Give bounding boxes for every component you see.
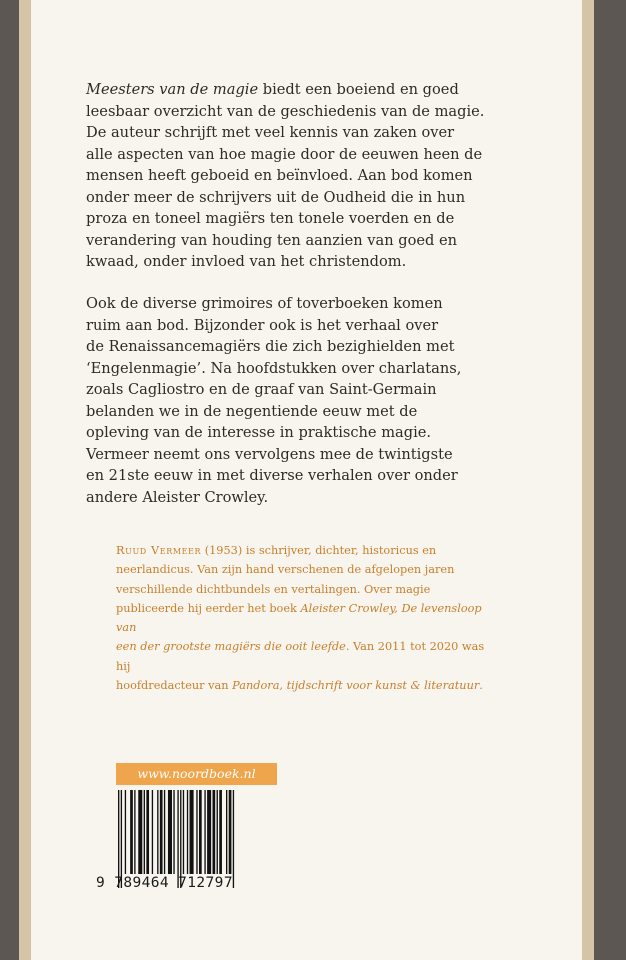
outer-border-right bbox=[594, 0, 626, 960]
outer-border-left bbox=[0, 0, 19, 960]
isbn-barcode bbox=[116, 790, 276, 888]
blurb-paragraph-1 bbox=[86, 79, 498, 273]
blurb-paragraph-1-text: biedt een boeiend en goed leesbaar overzicht van de geschiedenis van de magie. De auteur schrijft met veel kennis van zaken over alle aspecten van hoe magie door de eeuwen heen de mensen heeft geboeid en beïnvloed. Aan bod komen onder meer de schrijvers uit de Oudheid die in hun proza en toneel magiërs ten tonele voerden en de verandering van houding ten aanzien van goed en kwaad, onder invloed van het christendom. bbox=[86, 81, 485, 270]
magazine-title: Pandora, tijdschrift voor kunst & literatuur bbox=[232, 679, 480, 693]
isbn-number: 9 789464 712797 bbox=[96, 875, 233, 891]
author-previous-book: Aleister Crowley, De levensloop van een der grootste magiërs die ooit leefde bbox=[116, 601, 482, 654]
author-bio-text-2: . Van 2011 tot 2020 was hij hoofdredacteur van bbox=[116, 640, 485, 693]
publisher-website-label: www.noordboek.nl bbox=[116, 763, 277, 785]
blurb-paragraph-2: Ook de diverse grimoires of toverboeken komen ruim aan bod. Bijzonder ook is het verhaal over de Renaissancemagiërs die zich bezighielden met ‘Engelenmagie’. Na hoofdstukken over charlatans, zoals Cagliostro en de graaf van Saint-Germain belanden we in de negentiende eeuw met de opleving van de interesse in praktische magie. Vermeer neemt ons vervolgens mee de twintigste en 21ste eeuw in met diverse verhalen over onder andere Aleister Crowley. bbox=[86, 295, 462, 506]
author-bio-text-1: (1953) is schrijver, dichter, historicus en neerlandicus. Van zijn hand verschenen de afgelopen jaren verschillende dichtbundels en vertalingen. Over magie publiceerde hij eerder het boek bbox=[116, 544, 455, 615]
book-title: Meesters van de magie bbox=[86, 81, 259, 98]
inner-border-right bbox=[582, 0, 594, 960]
author-name: Ruud Vermeer bbox=[116, 544, 202, 557]
author-bio-text-3: . bbox=[479, 679, 483, 693]
author-bio bbox=[116, 541, 488, 695]
inner-border-left bbox=[19, 0, 31, 960]
